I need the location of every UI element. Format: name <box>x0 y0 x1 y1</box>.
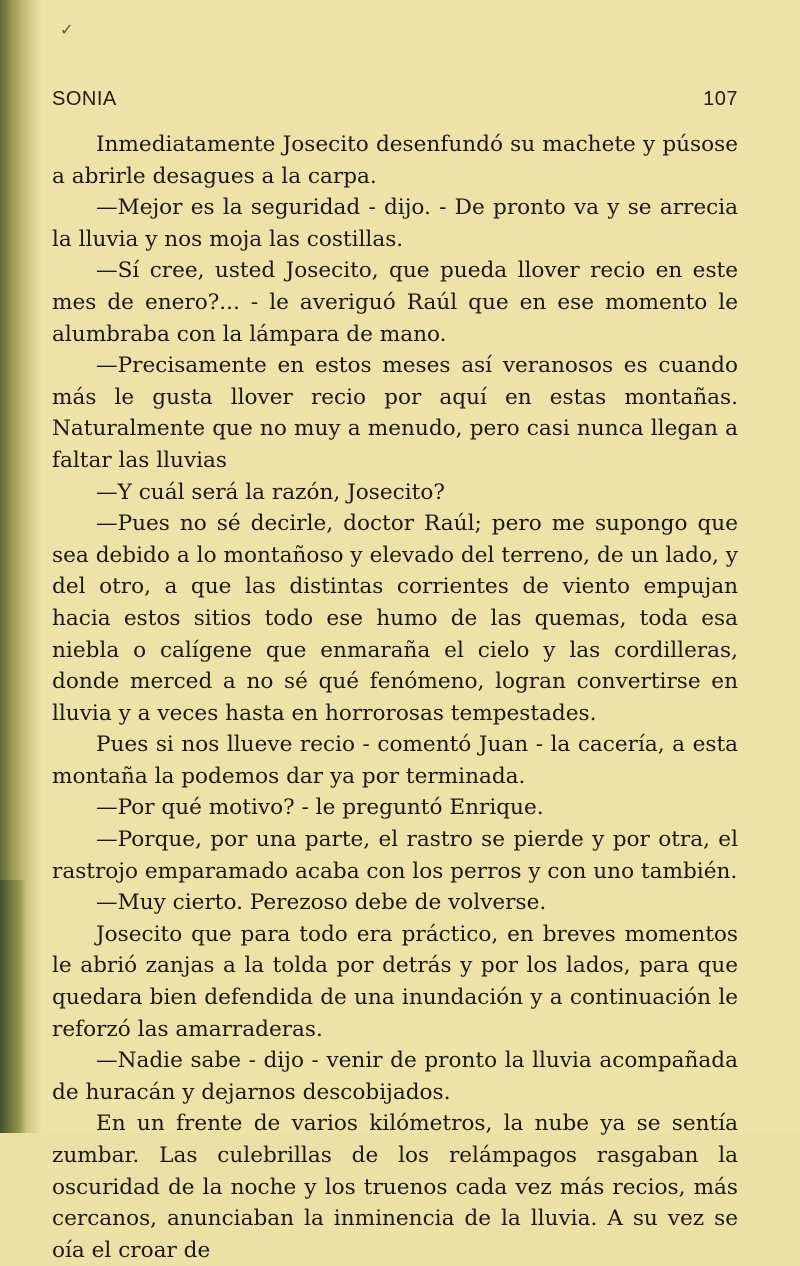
paragraph: —Y cuál será la razón, Josecito? <box>96 479 445 505</box>
running-head-title: SONIA <box>52 88 117 110</box>
binding-shadow-bottom <box>0 880 26 1133</box>
paragraph: —Sí cree, usted Josecito, que pueda llover recio en este mes de enero?... - le averiguó Raúl que en ese momento le alumbraba con la lámpara de mano. <box>52 258 738 347</box>
paragraph: —Precisamente en estos meses así veranosos es cuando más le gusta llover recio por aquí en estas montañas. Naturalmente que no muy a menudo, pero casi nunca llegan a faltar las lluvias <box>52 353 738 473</box>
pencil-tick-mark: ✓ <box>60 20 74 39</box>
paragraph: —Porque, por una parte, el rastro se pierde y por otra, el rastrojo emparamado acaba con los perros y con uno también. <box>52 827 738 884</box>
paragraph: Inmediatamente Josecito desenfundó su machete y púsose a abrirle desagues a la carpa. <box>52 132 738 189</box>
paragraph: En un frente de varios kilómetros, la nube ya se sentía zumbar. Las culebrillas de los relámpagos rasgaban la oscuridad de la noche y los truenos cada vez más recios, más cercanos, anunciaban la inminencia de la lluvia. A su vez se oía el croar de <box>52 1111 738 1263</box>
page-number: 107 <box>703 88 738 110</box>
paragraph: Pues si nos llueve recio - comentó Juan - la cacería, a esta montaña la podemos dar ya por terminada. <box>52 732 738 789</box>
paragraph: —Por qué motivo? - le preguntó Enrique. <box>96 795 544 821</box>
paragraph: Josecito que para todo era práctico, en breves momentos le abrió zanjas a la tolda por detrás y por los lados, para que quedara bien defendida de una inundación y a continuación le reforzó las amarraderas. <box>52 921 738 1042</box>
paragraph: —Mejor es la seguridad - dijo. - De pronto va y se arrecia la lluvia y nos moja las costillas. <box>52 195 738 252</box>
running-head <box>52 88 738 116</box>
paragraph: —Nadie sabe - dijo - venir de pronto la lluvia acompañada de huracán y dejarnos descobijados. <box>52 1048 738 1105</box>
body-text <box>52 129 738 1266</box>
paragraph: —Muy cierto. Perezoso debe de volverse. <box>96 890 547 916</box>
paragraph: —Pues no sé decirle, doctor Raúl; pero me supongo que sea debido a lo montañoso y elevado del terreno, de un lado, y del otro, a que las distintas corrientes de viento empujan hacia estos sitios todo ese humo de las quemas, toda esa niebla o calígene que enmaraña el cielo y las cordilleras, donde merced a no sé qué fenómeno, logran convertirse en lluvia y a veces hasta en horrorosas tempestades. <box>52 511 738 726</box>
